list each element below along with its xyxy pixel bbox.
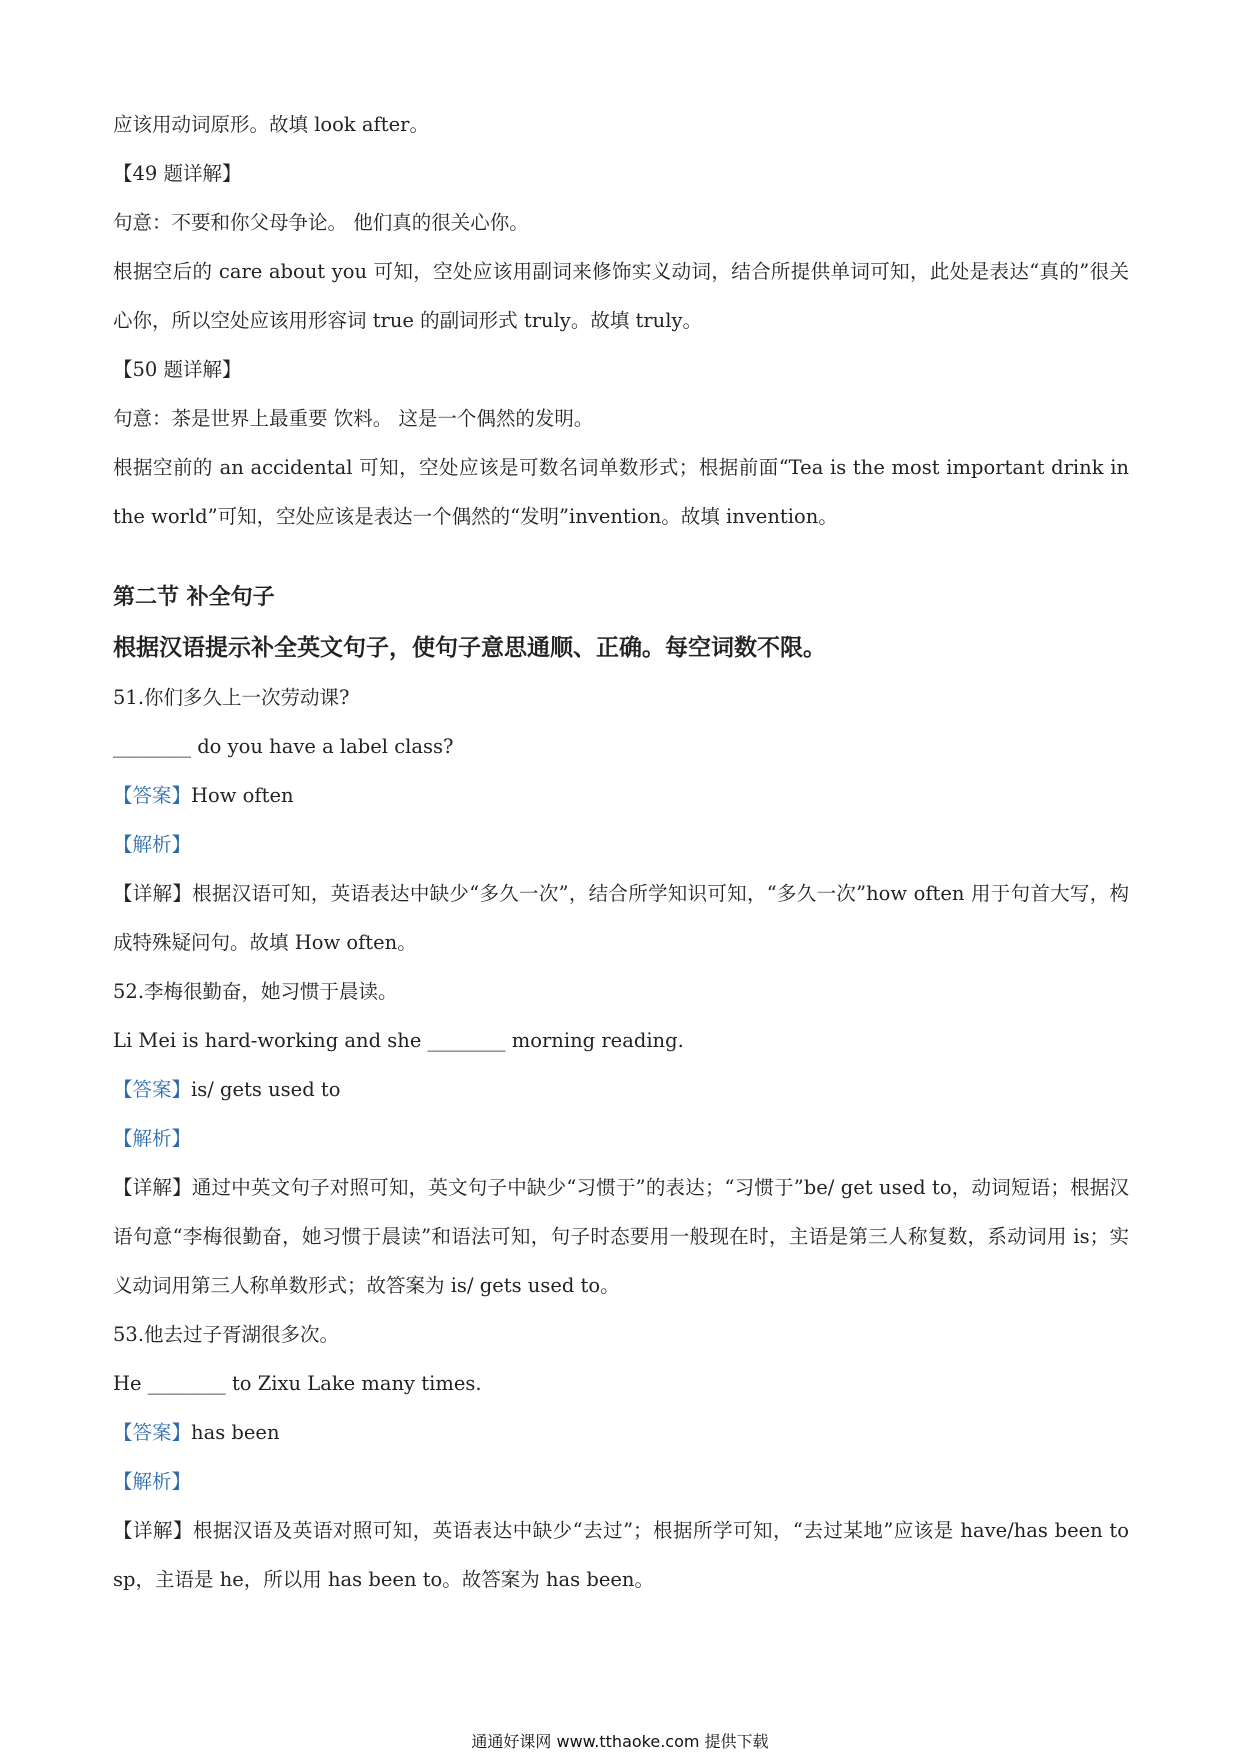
section-title: 第二节 补全句子 (113, 584, 275, 610)
q49-meaning: 句意：不要和你父母争论。 他们真的很关心你。 (113, 211, 529, 234)
question-sentence: He ________ to Zixu Lake many times. (113, 1372, 482, 1395)
question-sentence: Li Mei is hard-working and she ________ morning reading. (113, 1029, 684, 1052)
analysis-tag: 【解析】 (113, 1127, 192, 1150)
question-prompt: 52.李梅很勤奋，她习惯于晨读。 (113, 980, 398, 1003)
question-prompt: 53.他去过子胥湖很多次。 (113, 1323, 340, 1346)
q49-explanation: 根据空后的 care about you 可知，空处应该用副词来修饰实义动词，结合所提供单词可知，此处是表达“真的”很关心你，所以空处应该用形容词 true 的副词形式 truly。故填 truly。 (113, 260, 1129, 332)
section-gap (113, 541, 1129, 571)
detail-explanation: 【详解】根据汉语可知，英语表达中缺少“多久一次”，结合所学知识可知，“多久一次”how often 用于句首大写，构成特殊疑问句。故填 How often。 (113, 882, 1129, 954)
analysis-tag: 【解析】 (113, 833, 192, 856)
answer-line (113, 771, 1129, 820)
answer-tag: 【答案】 (113, 1078, 192, 1101)
answer-text: has been (191, 1421, 280, 1444)
answer-tag: 【答案】 (113, 1421, 192, 1444)
answer-line (113, 1065, 1129, 1114)
q50-explanation: 根据空前的 an accidental 可知，空处应该是可数名词单数形式；根据前面“Tea is the most important drink in the world”可知，空处应该是表达一个偶然的“发明”invention。故填 invention。 (113, 456, 1129, 528)
answer-text: is/ gets used to (191, 1078, 341, 1101)
question-53 (113, 1310, 1129, 1604)
document-page (113, 100, 1129, 1604)
continuation-line: 应该用动词原形。故填 look after。 (113, 113, 429, 136)
answer-text: How often (191, 784, 294, 807)
answer-line (113, 1408, 1129, 1457)
page-footer: 通通好课网 www.tthaoke.com 提供下载 (471, 1732, 769, 1751)
q50-heading: 【50 题详解】 (113, 358, 242, 381)
q49-heading: 【49 题详解】 (113, 162, 242, 185)
q50-meaning: 句意：茶是世界上最重要 饮料。 这是一个偶然的发明。 (113, 407, 594, 430)
question-prompt: 51.你们多久上一次劳动课? (113, 686, 350, 709)
detail-explanation: 【详解】根据汉语及英语对照可知，英语表达中缺少“去过”；根据所学可知，“去过某地”应该是 have/has been to sp，主语是 he，所以用 has been to。故答案为 has been。 (113, 1519, 1129, 1591)
question-52 (113, 967, 1129, 1310)
answer-tag: 【答案】 (113, 784, 192, 807)
question-sentence: ________ do you have a label class? (113, 735, 454, 758)
analysis-tag: 【解析】 (113, 1470, 192, 1493)
detail-explanation: 【详解】通过中英文句子对照可知，英文句子中缺少“习惯于”的表达；“习惯于”be/ get used to，动词短语；根据汉语句意“李梅很勤奋，她习惯于晨读”和语法可知，句子时态要用一般现在时，主语是第三人称复数，系动词用 is；实义动词用第三人称单数形式；故答案为 is/ gets used to。 (113, 1176, 1129, 1297)
question-51 (113, 673, 1129, 967)
section-instruction: 根据汉语提示补全英文句子，使句子意思通顺、正确。每空词数不限。 (113, 634, 826, 661)
